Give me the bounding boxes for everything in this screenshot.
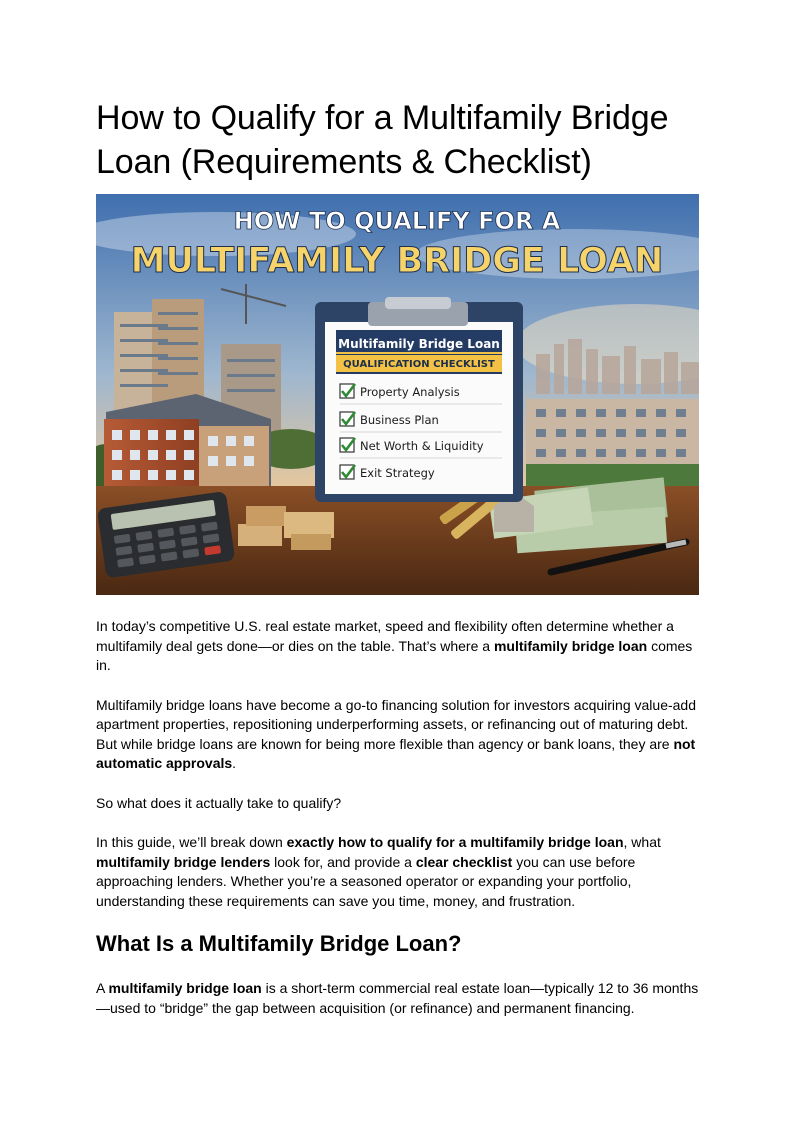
- bold-text: multifamily bridge loan: [108, 980, 262, 996]
- hero-image: [96, 194, 699, 595]
- checklist-item: Business Plan: [360, 413, 439, 427]
- bold-text: not automatic approvals: [96, 735, 696, 771]
- article: [96, 96, 700, 1038]
- text-run: In this guide, we’ll break down: [96, 834, 287, 850]
- text-run: you can use before approaching lenders. Whether you’re a seasoned operator or expanding your portfolio, understanding these requirements can save you time, money, and frustration.: [96, 853, 636, 909]
- hero-headline-line1: HOW TO QUALIFY FOR A: [233, 207, 561, 235]
- text-run: , what: [623, 834, 661, 850]
- page-title: How to Qualify for a Multifamily Bridge Loan (Requirements & Checklist): [96, 99, 669, 181]
- text-run: .: [232, 755, 237, 771]
- guide-paragraph: [96, 833, 700, 911]
- clipboard-title: Multifamily Bridge Loan: [338, 337, 500, 351]
- clipboard-subtitle: QUALIFICATION CHECKLIST: [343, 359, 495, 370]
- bold-text: clear checklist: [415, 853, 513, 870]
- text-run: is a short-term commercial real estate loan—typically 12 to 36 months—used to “bridge” the gap between acquisition (or refinance) and permanent financing.: [96, 980, 699, 1016]
- text-run: In today’s competitive U.S. real estate market, speed and flexibility often determine whether a multifamily deal gets done—or dies on the table. That’s where a: [96, 618, 674, 654]
- intro-paragraph: [96, 617, 700, 676]
- text-run: comes in.: [96, 637, 693, 673]
- bold-text: multifamily bridge lenders: [96, 853, 271, 870]
- text-run: Multifamily bridge loans have become a go-to financing solution for investors acquiring value-add apartment properties, repositioning underperforming assets, or refinancing out of maturing debt. But while bridge loans are known for being more flexible than agency or bank loans, they are: [96, 696, 696, 752]
- question-paragraph: So what does it actually take to qualify?: [96, 794, 342, 811]
- text-run: look for, and provide a: [270, 853, 416, 870]
- text-run: A: [96, 980, 109, 996]
- hero-headline-line2: MULTIFAMILY BRIDGE LOAN: [130, 241, 664, 281]
- context-paragraph: [96, 696, 700, 774]
- section-heading: What Is a Multifamily Bridge Loan?: [96, 931, 462, 956]
- checklist-item: Exit Strategy: [360, 466, 435, 480]
- checklist-item: Property Analysis: [360, 385, 460, 399]
- bold-text: exactly how to qualify for a multifamily bridge loan: [286, 834, 624, 850]
- checklist-item: Net Worth & Liquidity: [360, 439, 484, 453]
- definition-paragraph: [96, 979, 700, 1018]
- bold-text: multifamily bridge loan: [493, 637, 648, 654]
